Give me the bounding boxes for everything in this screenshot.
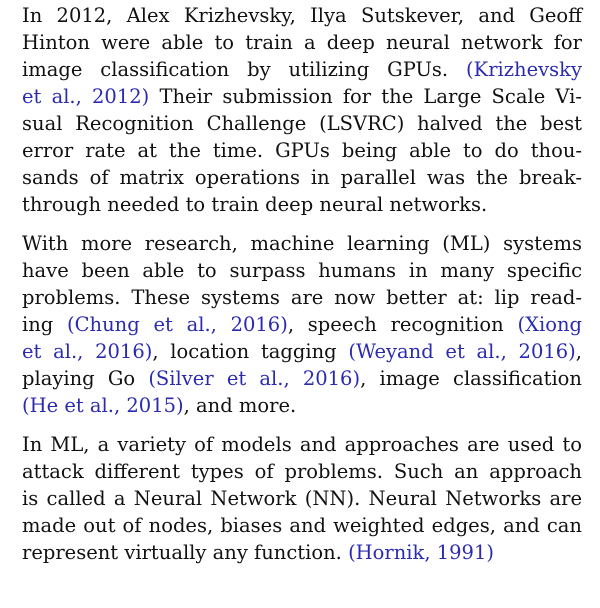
text-line [22,284,582,311]
text-run: , [575,340,582,363]
text-run: sual Recognition Challenge (LSVRC) halved the best [22,112,582,135]
document-page [22,2,582,566]
text-run: With more research, machine learning (ML) systems [22,232,582,255]
text-line [22,137,582,164]
text-run: image classification by utilizing GPUs. [22,58,467,81]
text-run: ing [22,313,68,336]
citation-link[interactable]: et al., 2016) [22,340,153,363]
citation-link[interactable]: (Xiong [517,313,582,336]
text-run: Hinton were able to train a deep neural network for [22,31,582,54]
text-run: , image classification [360,367,582,390]
text-line [22,392,582,419]
text-line [22,431,582,458]
citation-link[interactable]: (Chung et al., 2016) [67,313,288,336]
text-run: In 2012, Alex Krizhevsky, Ilya Sutskever, and Geoff [22,4,582,27]
text-run: is called a Neural Network (NN). Neural Networks are [22,487,582,510]
text-line [22,191,582,218]
text-run: , speech recognition [287,313,518,336]
text-line [22,485,582,512]
citation-link[interactable]: (Hornik, 1991) [348,541,494,564]
citation-link[interactable]: (Weyand et al., 2016) [348,340,576,363]
paragraph-ml-achievements [22,230,582,419]
citation-link[interactable]: (Krizhevsky [466,58,582,81]
citation-link[interactable]: et al., 2012) [22,85,150,108]
text-run: , and more. [183,394,297,417]
paragraph-neural-networks [22,431,582,566]
text-line [22,311,582,338]
text-line [22,338,582,365]
text-line [22,29,582,56]
text-run: attack different types of problems. Such an approach [22,460,582,483]
citation-link[interactable]: (Silver et al., 2016) [148,367,361,390]
text-line [22,110,582,137]
text-line [22,56,582,83]
citation-link[interactable]: (He et al., 2015) [22,394,184,417]
text-line [22,164,582,191]
text-line [22,365,582,392]
text-run: , location tagging [152,340,349,363]
text-run: playing Go [22,367,149,390]
text-line [22,512,582,539]
text-run: through needed to train deep neural networks. [22,193,488,216]
text-run: made out of nodes, biases and weighted edges, and can [22,514,582,537]
text-run: Their submission for the Large Scale Vi- [149,85,582,108]
text-run: problems. These systems are now better at: lip read- [22,286,582,309]
text-run: represent virtually any function. [22,541,349,564]
text-line [22,257,582,284]
text-line [22,539,582,566]
text-line [22,230,582,257]
text-line [22,83,582,110]
text-line [22,458,582,485]
text-run: have been able to surpass humans in many specific [22,259,582,282]
paragraph-gpu-history [22,2,582,218]
text-line [22,2,582,29]
text-run: In ML, a variety of models and approaches are used to [22,433,582,456]
text-run: error rate at the time. GPUs being able to do thou- [22,139,582,162]
text-run: sands of matrix operations in parallel was the break- [22,166,582,189]
